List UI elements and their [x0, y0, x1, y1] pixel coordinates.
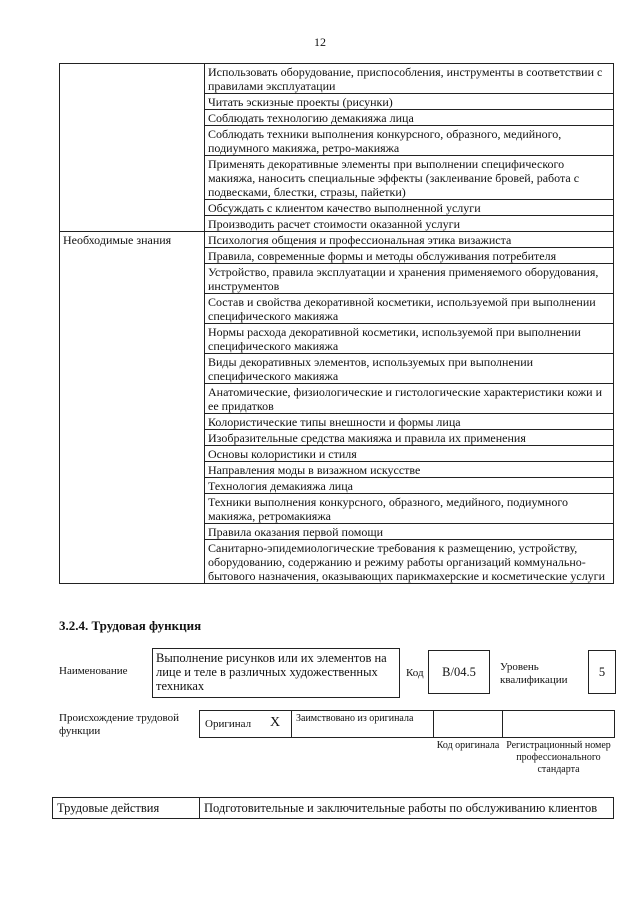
knowledge-item: Правила, современные формы и методы обслуживания потребителя: [205, 248, 614, 264]
knowledge-item: Виды декоративных элементов, используемых при выполнении специфического макияжа: [205, 354, 614, 384]
skill-item: Применять декоративные элементы при выполнении специфического макияжа, наносить специальные эффекты (заклеивание бровей, работа с подвесками, блестки, стразы, пайетки): [205, 156, 614, 200]
skills-knowledge-table: [59, 63, 614, 584]
knowledge-item: Изобразительные средства макияжа и правила их применения: [205, 430, 614, 446]
code-box: [428, 650, 490, 694]
skill-item: Использовать оборудование, приспособления, инструменты в соответствии с правилами эксплуатации: [205, 64, 614, 94]
knowledge-item: Устройство, правила эксплуатации и хранения применяемого оборудования, инструментов: [205, 264, 614, 294]
table-row: [60, 64, 614, 94]
original-cell: [199, 710, 292, 738]
knowledge-item: Колористические типы внешности и формы лица: [205, 414, 614, 430]
skill-item: Читать эскизные проекты (рисунки): [205, 94, 614, 110]
name-label: Наименование: [59, 665, 128, 677]
origin-label: Происхождение трудовой функции: [59, 712, 180, 737]
labor-actions-table: [52, 797, 614, 819]
table-row: [53, 798, 614, 819]
table-row: [60, 232, 614, 248]
function-name-box: [152, 648, 400, 698]
code-original-caption: Код оригинала: [436, 740, 500, 751]
knowledge-item: Технология демакияжа лица: [205, 478, 614, 494]
knowledge-label: Необходимые знания: [60, 232, 205, 584]
level-value: 5: [598, 665, 606, 679]
borrowed-cell: [291, 710, 434, 738]
actions-label: Трудовые действия: [53, 798, 200, 819]
actions-value: Подготовительные и заключительные работы по обслуживанию клиентов: [200, 798, 614, 819]
knowledge-item: Правила оказания первой помощи: [205, 524, 614, 540]
knowledge-item: Анатомические, физиологические и гистологические характеристики кожи и ее придатков: [205, 384, 614, 414]
knowledge-item: Нормы расхода декоративной косметики, используемой при выполнении специфического макияжа: [205, 324, 614, 354]
code-label: Код: [406, 667, 424, 679]
section-title: 3.2.4. Трудовая функция: [59, 618, 202, 633]
original-mark: X: [270, 715, 281, 730]
original-label: Оригинал: [205, 718, 252, 730]
knowledge-item: Основы колористики и стиля: [205, 446, 614, 462]
level-label: Уровень квалификации: [500, 661, 568, 686]
knowledge-item: Направления моды в визажном искусстве: [205, 462, 614, 478]
function-name-value: Выполнение рисунков или их элементов на лице и теле в различных художественных техниках: [156, 651, 387, 693]
skill-item: Производить расчет стоимости оказанной услуги: [205, 216, 614, 232]
page-number: 12: [314, 35, 326, 49]
reg-number-caption: Регистрационный номер профессионального стандарта: [506, 740, 611, 775]
knowledge-item: Психология общения и профессиональная этика визажиста: [205, 232, 614, 248]
skill-item: Обсуждать с клиентом качество выполненной услуги: [205, 200, 614, 216]
skill-item: Соблюдать техники выполнения конкурсного, образного, медийного, подиумного макияжа, ретро-макияжа: [205, 126, 614, 156]
knowledge-item: Санитарно-эпидемиологические требования к размещению, устройству, оборудованию, содержанию и режиму работы организаций коммунально-бытового назначения, оказывающих парикмахерские и косметические услуги: [205, 540, 614, 584]
skill-item: Соблюдать технологию демакияжа лица: [205, 110, 614, 126]
code-value: B/04.5: [442, 665, 476, 679]
reg-number-cell: [502, 710, 615, 738]
knowledge-item: Техники выполнения конкурсного, образного, медийного, подиумного макияжа, ретромакияжа: [205, 494, 614, 524]
skills-label-cell: [60, 64, 205, 232]
knowledge-item: Состав и свойства декоративной косметики, используемой при выполнении специфического макияжа: [205, 294, 614, 324]
code-original-cell: [433, 710, 503, 738]
level-box: [588, 650, 616, 694]
borrowed-label: Заимствовано из оригинала: [296, 713, 414, 724]
